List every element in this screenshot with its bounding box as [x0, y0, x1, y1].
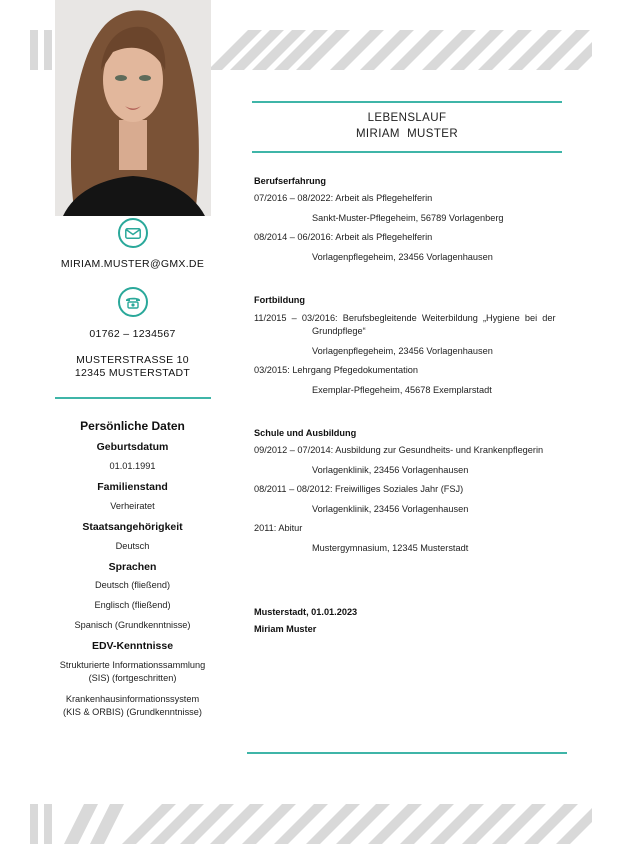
education-place: Mustergymnasium, 12345 Musterstadt: [312, 543, 469, 553]
email-circle: [118, 218, 148, 248]
envelope-icon: [125, 228, 141, 239]
birth-label: Geburtsdatum: [96, 441, 169, 453]
header-rule-bottom: [252, 151, 562, 153]
family-label: Familienstand: [97, 481, 168, 493]
training-title: Fortbildung: [254, 295, 306, 305]
nationality-label: Staatsangehörigkeit: [82, 521, 183, 533]
edv-item-line: (KIS & ORBIS) (Grundkenntnisse): [63, 707, 202, 717]
email-address[interactable]: MIRIAM.MUSTER@GMX.DE: [60, 258, 205, 270]
cv-name: MIRIAM MUSTER: [355, 128, 459, 140]
bottom-stripe-band: [30, 804, 592, 844]
experience-title: Berufserfahrung: [254, 176, 326, 186]
training-entry: 03/2015: Lehrgang Pfegedokumentation: [254, 365, 418, 375]
signature-name: Miriam Muster: [254, 624, 317, 634]
phone-circle: [118, 287, 148, 317]
family-value: Verheiratet: [110, 501, 155, 511]
experience-entry: 07/2016 – 08/2022: Arbeit als Pflegehelferin: [254, 193, 433, 203]
profile-photo: [55, 0, 211, 216]
training-entry: 11/2015 – 03/2016: Berufsbegleitende Weiterbildung „Hygiene bei der: [254, 313, 556, 323]
address-line-2: 12345 MUSTERSTADT: [74, 367, 191, 379]
edv-item-line: Krankenhausinformationssystem: [65, 694, 200, 704]
cv-title: LEBENSLAUF: [367, 112, 447, 124]
telephone-icon: [125, 296, 141, 309]
education-title: Schule und Ausbildung: [254, 428, 357, 438]
education-place: Vorlagenklinik, 23456 Vorlagenhausen: [312, 504, 469, 514]
experience-entry: 08/2014 – 06/2016: Arbeit als Pflegehelferin: [254, 232, 433, 242]
birth-value: 01.01.1991: [109, 461, 156, 471]
edv-label: EDV-Kenntnisse: [91, 640, 174, 652]
education-entry: 08/2011 – 08/2012: Freiwilliges Soziales Jahr (FSJ): [254, 484, 464, 494]
language-item: Deutsch (fließend): [94, 580, 171, 590]
edv-item-line: (SIS) (fortgeschritten): [88, 673, 177, 683]
language-item: Spanisch (Grundkenntnisse): [74, 620, 191, 630]
language-item: Englisch (fließend): [94, 600, 171, 610]
personal-data-title: Persönliche Daten: [80, 419, 185, 433]
languages-label: Sprachen: [108, 561, 157, 573]
address-line-1: MUSTERSTRASSE 10: [76, 354, 189, 366]
training-place: Exemplar-Pflegeheim, 45678 Exemplarstadt: [312, 385, 492, 395]
phone-number[interactable]: 01762 – 1234567: [89, 328, 176, 340]
experience-place: Sankt-Muster-Pflegeheim, 56789 Vorlagenberg: [312, 213, 504, 223]
left-divider: [55, 397, 211, 399]
experience-place: Vorlagenpflegeheim, 23456 Vorlagenhausen: [312, 252, 493, 262]
nationality-value: Deutsch: [115, 541, 150, 551]
footer-rule: [247, 752, 567, 754]
education-entry: 09/2012 – 07/2014: Ausbildung zur Gesundheits- und Krankenpflegerin: [254, 445, 544, 455]
edv-item-line: Strukturierte Informationssammlung: [59, 660, 206, 670]
education-entry: 2011: Abitur: [254, 523, 303, 533]
training-entry-cont: Grundpflege“: [312, 326, 366, 336]
signature-place-date: Musterstadt, 01.01.2023: [254, 607, 358, 617]
education-place: Vorlagenklinik, 23456 Vorlagenhausen: [312, 465, 469, 475]
training-place: Vorlagenpflegeheim, 23456 Vorlagenhausen: [312, 346, 493, 356]
header-rule-top: [252, 101, 562, 103]
